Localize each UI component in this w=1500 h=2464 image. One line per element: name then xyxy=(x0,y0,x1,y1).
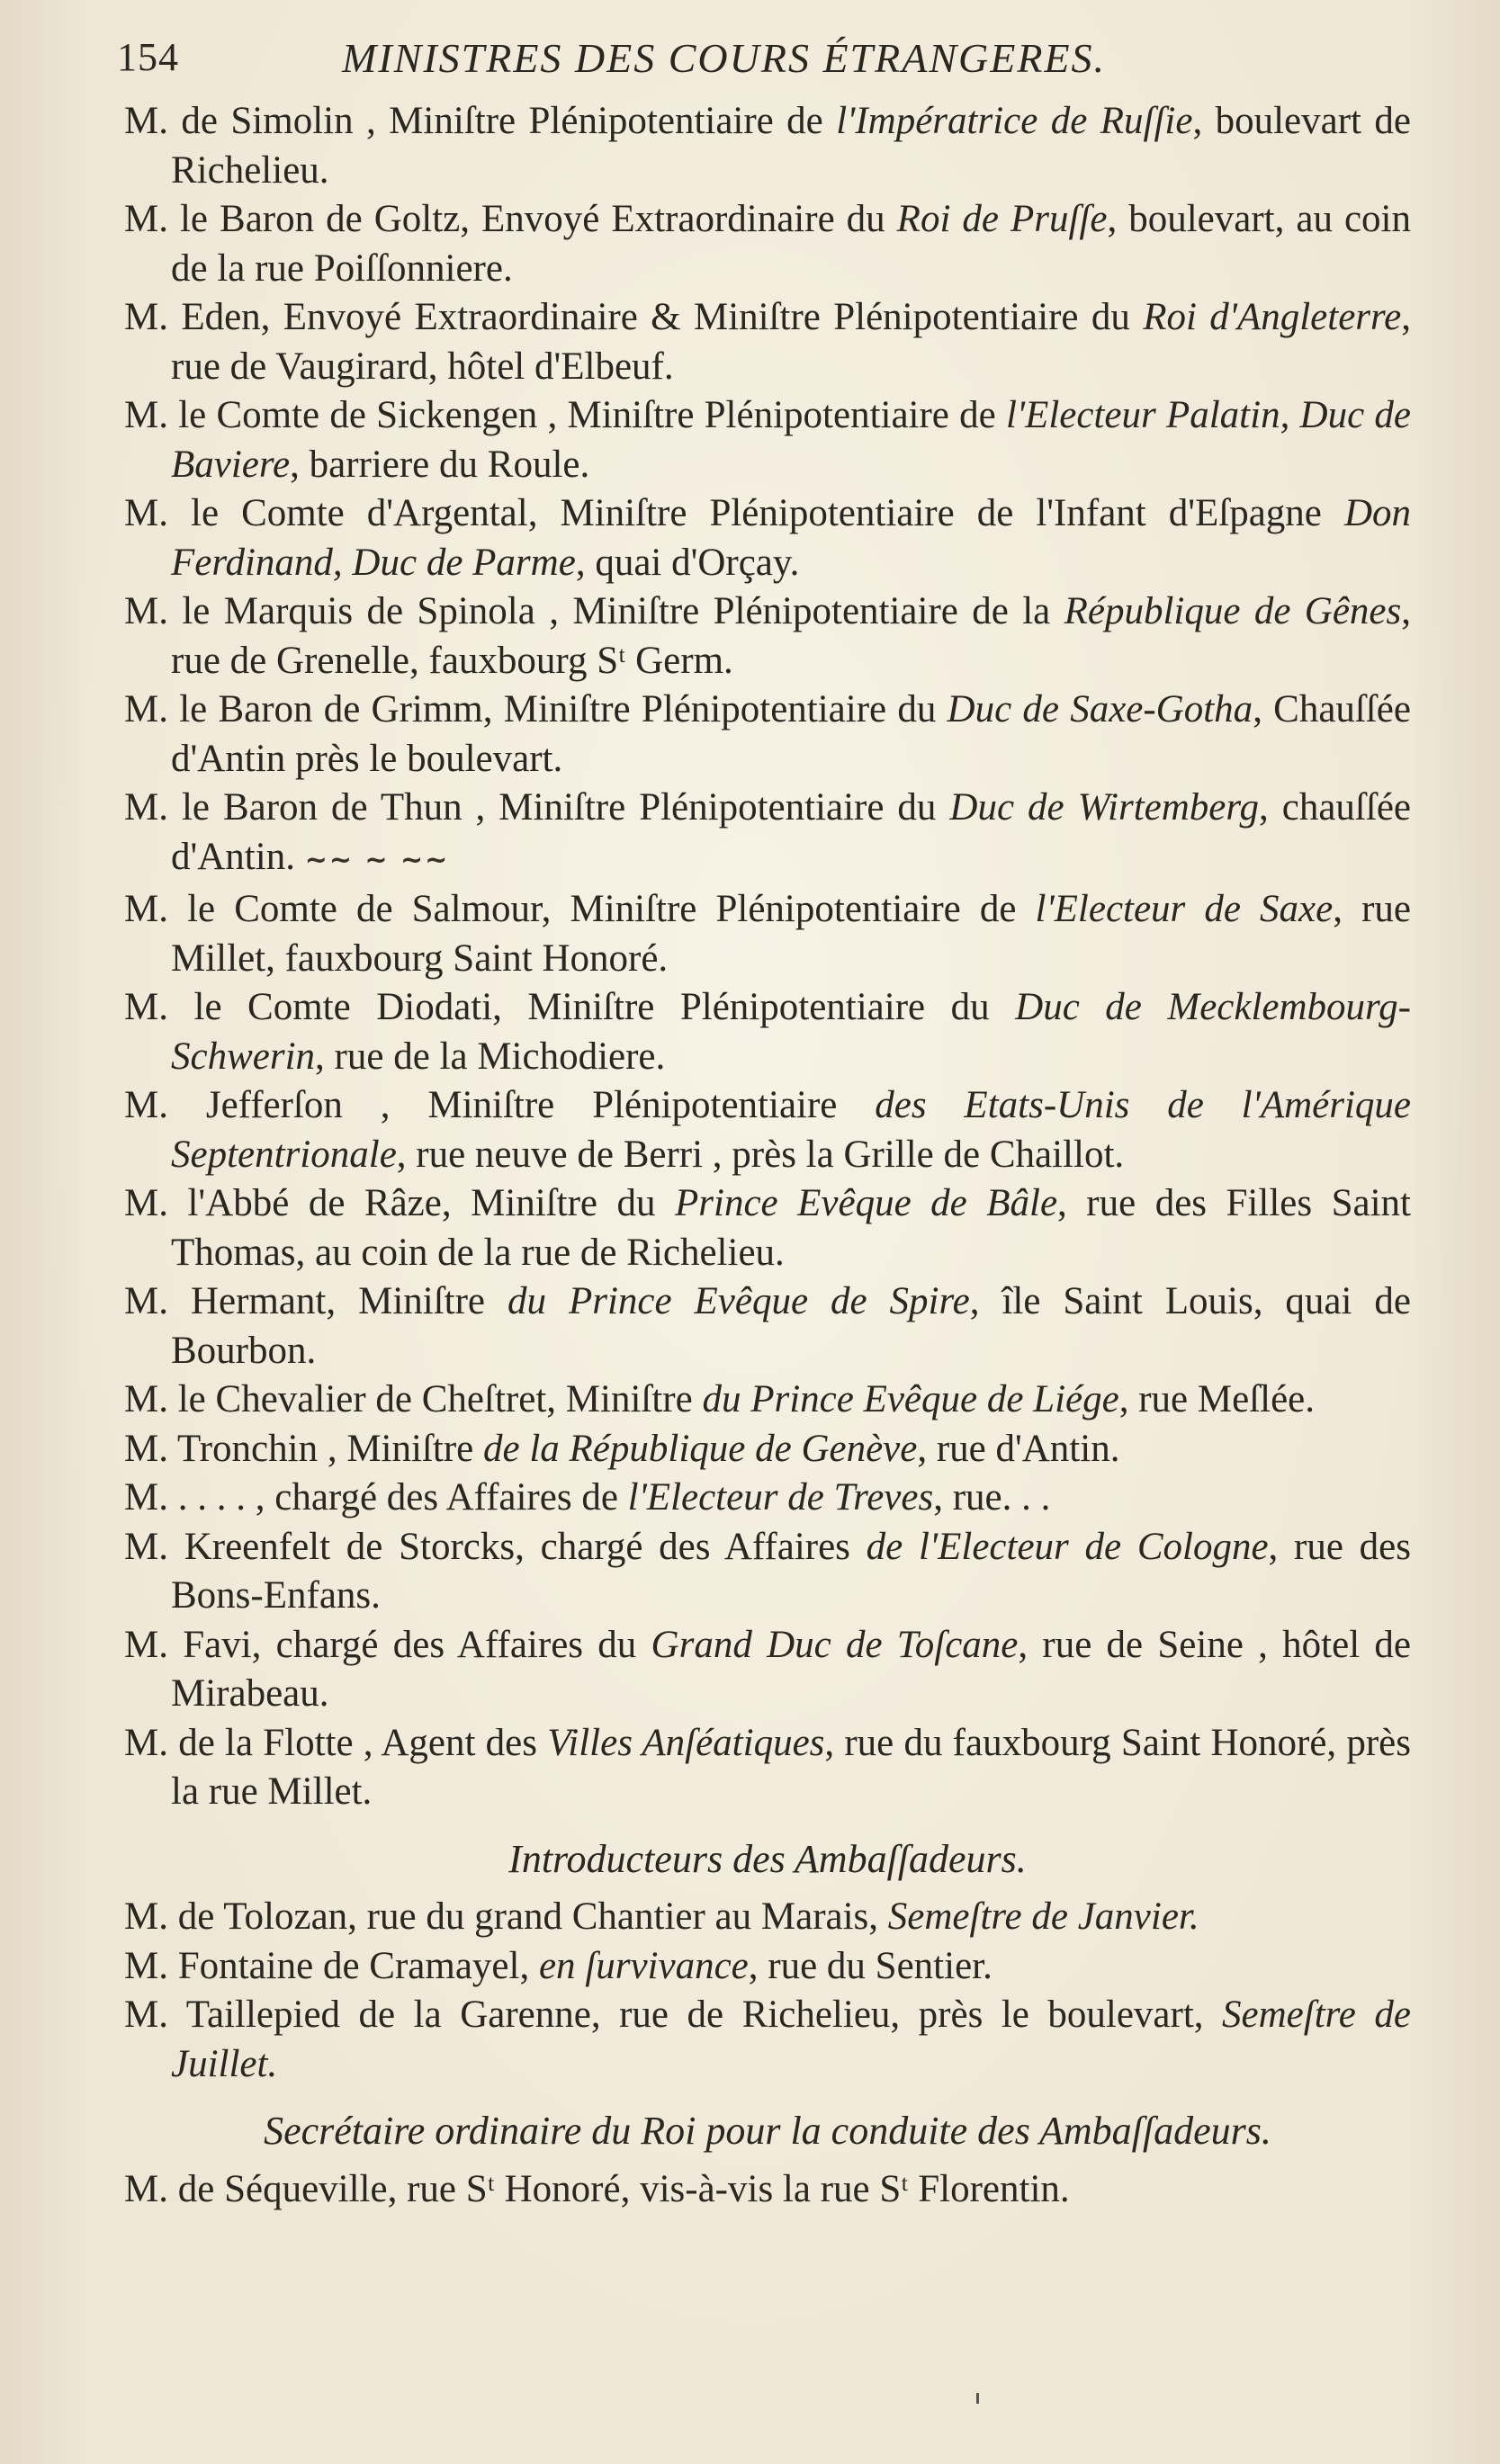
entry-address: , rue de la Michodiere. xyxy=(315,1035,666,1078)
page-number: 154 xyxy=(117,35,179,79)
entry-text: M. le Comte de Sickengen , Miniſtre Plénipotentiaire de xyxy=(124,394,1006,436)
entry-italic-title: Roi d'Angleterre xyxy=(1143,296,1402,338)
entry xyxy=(124,983,1411,1081)
entry-text: M. Kreenfelt de Storcks, chargé des Affaires xyxy=(124,1525,867,1568)
secretaire-list xyxy=(124,2165,1411,2215)
entry-italic-title: en ſurvivance xyxy=(538,1944,749,1987)
entry-text: M. Taillepied de la Garenne, rue de Richelieu, près le boulevart, xyxy=(124,1994,1223,2036)
page-body xyxy=(124,97,1411,2214)
entry-italic-title: l'Electeur Palatin, Duc de Baviere xyxy=(171,394,1411,486)
entry xyxy=(124,1621,1411,1719)
entry-italic-title: l'Impératrice de Ruſſie xyxy=(836,100,1193,142)
entry-italic-title: Roi de Pruſſe xyxy=(896,198,1108,240)
entry-address: , rue du fauxbourg Saint Honoré, près la rue Millet. xyxy=(171,1721,1411,1813)
entry-address: , rue. . . xyxy=(933,1476,1051,1519)
handwritten-annotation: ~~ ~ ~~ xyxy=(304,844,450,876)
entry-italic-title: Prince Evêque de Bâle xyxy=(675,1182,1058,1224)
entry xyxy=(124,391,1411,489)
entry-italic-title: de l'Electeur de Cologne xyxy=(866,1525,1269,1568)
entry xyxy=(124,195,1411,293)
entry-text: M. l'Abbé de Râze, Miniſtre du xyxy=(124,1182,676,1224)
entry xyxy=(124,489,1411,587)
entry xyxy=(124,1081,1411,1179)
entry-text: M. le Marquis de Spinola , Miniſtre Plénipotentiaire de la xyxy=(124,590,1064,632)
entry-text: M. de la Flotte , Agent des xyxy=(124,1721,548,1764)
entry-address: , boulevart de Richelieu. xyxy=(171,100,1411,192)
entry-address: , rue Meſlée. xyxy=(1118,1378,1316,1420)
entry xyxy=(124,885,1411,983)
entry-text: M. Eden, Envoyé Extraordinaire & Miniſtre Plénipotentiaire du xyxy=(124,296,1144,338)
entry-text: M. le Comte Diodati, Miniſtre Plénipotentiaire du xyxy=(124,986,1016,1028)
entry xyxy=(124,1523,1411,1621)
entry-italic-title: de la République de Genève xyxy=(483,1427,918,1470)
entry-italic-title: Grand Duc de Toſcane xyxy=(651,1623,1019,1666)
entry-text: M. le Chevalier de Cheſtret, Miniſtre xyxy=(124,1378,703,1420)
entry-address: , rue de Grenelle, fauxbourg Sᵗ Germ. xyxy=(171,590,1411,682)
entry-italic-title: des Etats-Unis de l'Amérique Septentrionale xyxy=(171,1084,1411,1176)
entry-address: , île Saint Louis, quai de Bourbon. xyxy=(171,1280,1411,1372)
entry-italic-title: Duc de Mecklembourg-Schwerin xyxy=(171,986,1411,1078)
entry xyxy=(124,1277,1411,1375)
entry-italic-title: République de Gênes xyxy=(1064,590,1402,632)
entry xyxy=(124,587,1411,685)
entry xyxy=(124,1942,1411,1992)
entry-address: , rue des Bons-Enfans. xyxy=(171,1525,1411,1617)
entry-text: M. . . . . , chargé des Affaires de xyxy=(124,1476,628,1519)
entry-text: M. Hermant, Miniſtre xyxy=(124,1280,507,1322)
entry-text: M. de Simolin , Miniſtre Plénipotentiaire de xyxy=(124,100,837,142)
entry-italic-title: Villes Anſéatiques xyxy=(547,1721,825,1764)
entry-address: , rue des Filles Saint Thomas, au coin de la rue de Richelieu. xyxy=(171,1182,1411,1274)
entry-text: M. Jefferſon , Miniſtre Plénipotentiaire xyxy=(124,1084,876,1126)
entry xyxy=(124,685,1411,784)
entry-address: , rue d'Antin. xyxy=(917,1427,1120,1470)
entry xyxy=(124,784,1411,885)
ministers-list xyxy=(124,97,1411,1817)
entry-text: M. le Comte d'Argental, Miniſtre Plénipotentiaire de l'Infant d'Eſpagne xyxy=(124,492,1344,534)
entry-address: , Chauſſée d'Antin près le boulevart. xyxy=(171,688,1411,780)
entry-text: M. le Baron de Thun , Miniſtre Plénipotentiaire du xyxy=(124,786,950,829)
entry xyxy=(124,1893,1411,1942)
entry-italic-title: Don Ferdinand, Duc de Parme xyxy=(171,492,1411,584)
ink-mark xyxy=(976,2393,979,2404)
entry-address: , rue Millet, fauxbourg Saint Honoré. xyxy=(171,888,1411,980)
entry-text: M. Tronchin , Miniſtre xyxy=(124,1427,483,1470)
entry xyxy=(124,1179,1411,1277)
entry xyxy=(124,1991,1411,2089)
entry xyxy=(124,1425,1411,1474)
entry-address: , rue de Seine , hôtel de Mirabeau. xyxy=(171,1623,1411,1715)
introducteurs-list xyxy=(124,1893,1411,2089)
entry-address: , barriere du Roule. xyxy=(290,443,590,486)
entry-address: , quai d'Orçay. xyxy=(575,541,800,584)
entry xyxy=(124,293,1411,391)
entry xyxy=(124,97,1411,195)
entry xyxy=(124,1375,1411,1425)
page-header xyxy=(117,34,1392,88)
entry-address: , boulevart, au coin de la rue Poiſſonniere. xyxy=(171,198,1411,290)
section-heading-introducteurs: Introducteurs des Ambaſſadeurs. xyxy=(508,1836,1027,1881)
running-title: MINISTRES DES COURS ÉTRANGERES. xyxy=(342,35,1107,81)
entry-italic-title: du Prince Evêque de Liége xyxy=(702,1378,1119,1420)
entry-text: M. de Tolozan, rue du grand Chantier au Marais, xyxy=(124,1895,888,1938)
entry xyxy=(124,2165,1411,2215)
entry-italic-title: du Prince Evêque de Spire xyxy=(507,1280,970,1322)
entry-italic-title: Semeſtre de Janvier. xyxy=(887,1895,1199,1938)
entry-text: M. de Séqueville, rue Sᵗ Honoré, vis-à-vis la rue Sᵗ Florentin. xyxy=(124,2167,1070,2210)
entry-address: , rue du Sentier. xyxy=(748,1944,993,1987)
section-heading-secretaire: Secrétaire ordinaire du Roi pour la conduite des Ambaſſadeurs. xyxy=(264,2109,1271,2153)
entry-text: M. le Baron de Goltz, Envoyé Extraordinaire du xyxy=(124,198,897,240)
entry-text: M. le Comte de Salmour, Miniſtre Plénipotentiaire de xyxy=(124,888,1036,930)
entry-italic-title: Duc de Wirtemberg xyxy=(949,786,1260,829)
entry-italic-title: Duc de Saxe-Gotha xyxy=(947,688,1253,730)
entry-italic-title: Semeſtre de Juillet. xyxy=(171,1994,1411,2085)
entry-text: M. le Baron de Grimm, Miniſtre Plénipotentiaire du xyxy=(124,688,948,730)
entry xyxy=(124,1474,1411,1523)
entry-text: M. Favi, chargé des Affaires du xyxy=(124,1623,651,1666)
entry-italic-title: l'Electeur de Saxe xyxy=(1035,888,1334,930)
entry-address: , rue neuve de Berri , près la Grille de Chaillot. xyxy=(396,1133,1125,1176)
entry-italic-title: l'Electeur de Treves xyxy=(627,1476,934,1519)
entry-text: M. Fontaine de Cramayel, xyxy=(124,1944,539,1987)
entry-address: , rue de Vaugirard, hôtel d'Elbeuf. xyxy=(171,296,1412,388)
entry xyxy=(124,1719,1411,1817)
entry-address: , chauſſée d'Antin. xyxy=(171,786,1411,878)
